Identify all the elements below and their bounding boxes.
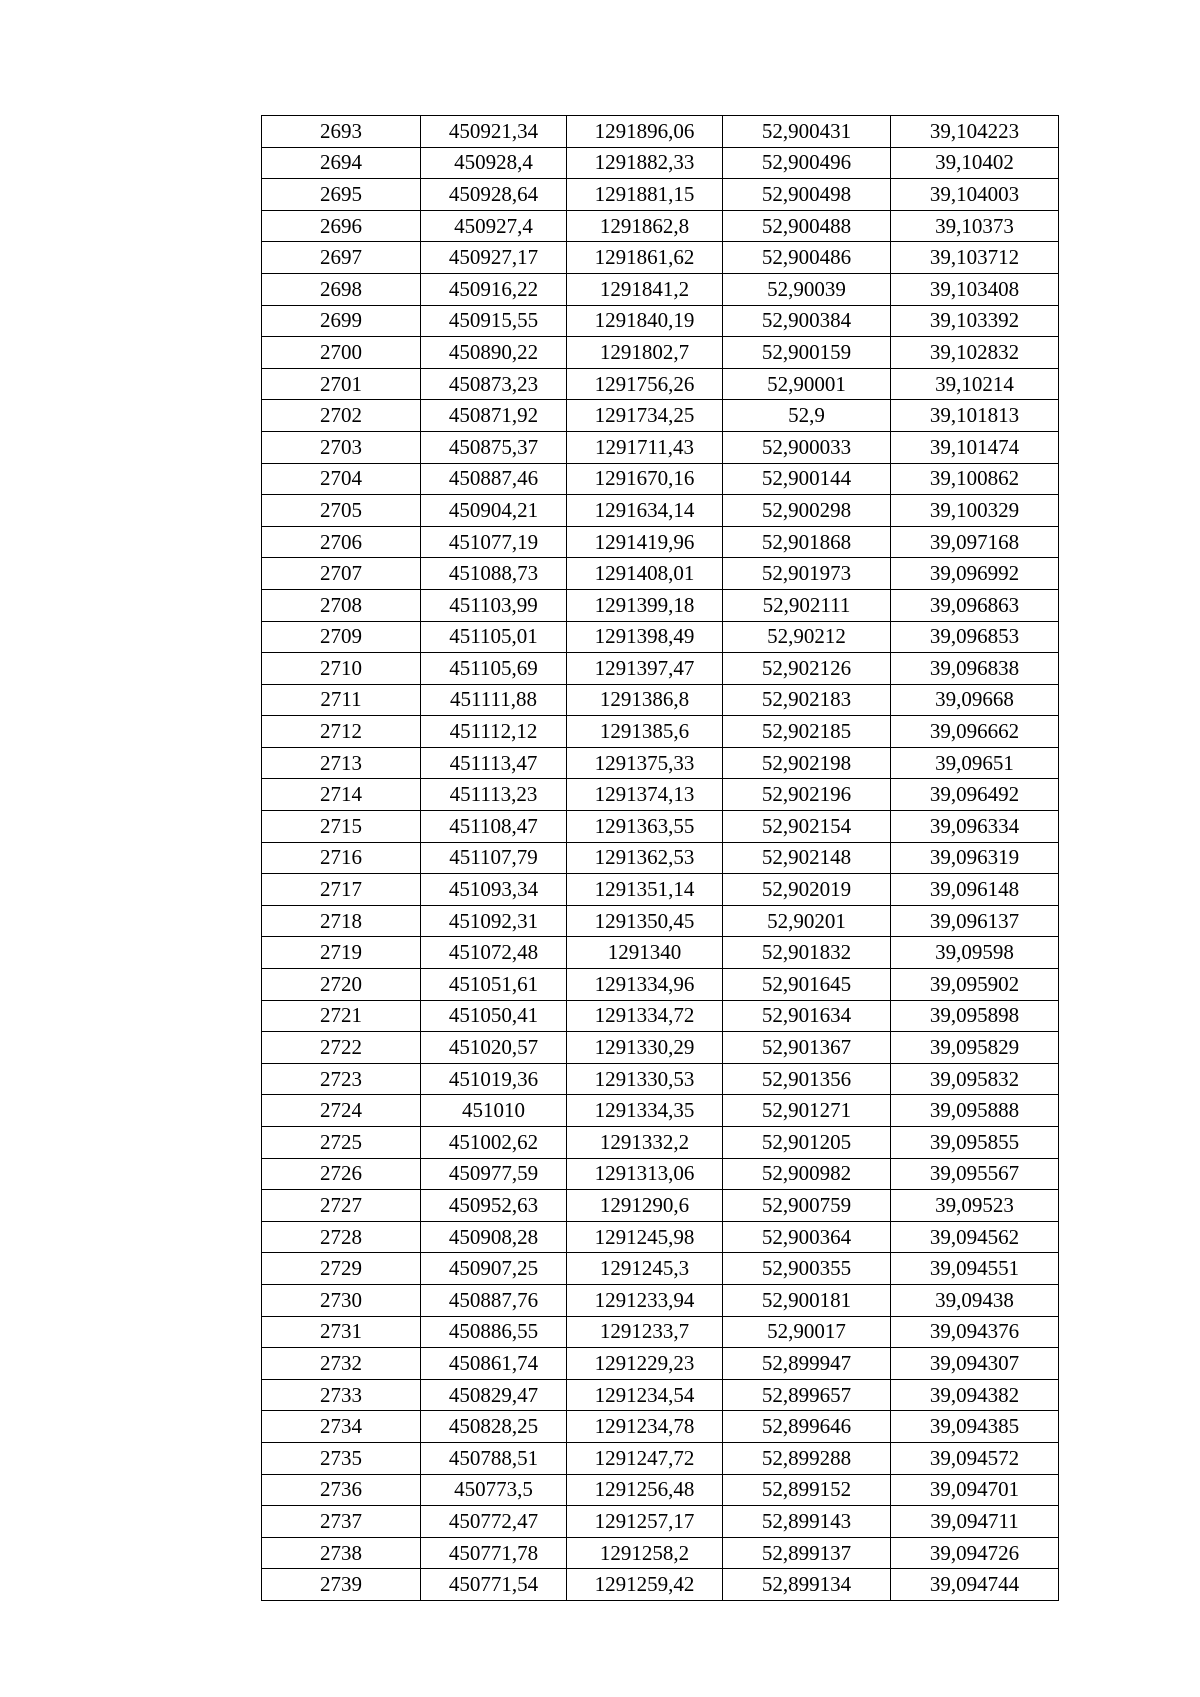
point-number-cell: 2705	[262, 495, 421, 527]
x-coordinate-cell: 450928,4	[421, 147, 567, 179]
point-number-cell: 2727	[262, 1190, 421, 1222]
point-number-cell: 2717	[262, 874, 421, 906]
point-number-cell: 2738	[262, 1537, 421, 1569]
x-coordinate-cell: 450771,78	[421, 1537, 567, 1569]
x-coordinate-cell: 450915,55	[421, 305, 567, 337]
table-row	[262, 1379, 1059, 1411]
x-coordinate-cell: 451092,31	[421, 905, 567, 937]
point-number-cell: 2725	[262, 1127, 421, 1159]
x-coordinate-cell: 451072,48	[421, 937, 567, 969]
latitude-cell: 52,900498	[723, 179, 891, 211]
longitude-cell: 39,09438	[891, 1284, 1059, 1316]
y-coordinate-cell: 1291340	[567, 937, 723, 969]
x-coordinate-cell: 451111,88	[421, 684, 567, 716]
point-number-cell: 2714	[262, 779, 421, 811]
x-coordinate-cell: 450828,25	[421, 1411, 567, 1443]
y-coordinate-cell: 1291756,26	[567, 368, 723, 400]
y-coordinate-cell: 1291397,47	[567, 653, 723, 685]
longitude-cell: 39,095898	[891, 1000, 1059, 1032]
x-coordinate-cell: 451020,57	[421, 1032, 567, 1064]
table-row	[262, 431, 1059, 463]
latitude-cell: 52,900982	[723, 1158, 891, 1190]
table-row	[262, 495, 1059, 527]
latitude-cell: 52,899134	[723, 1569, 891, 1601]
x-coordinate-cell: 450977,59	[421, 1158, 567, 1190]
y-coordinate-cell: 1291419,96	[567, 526, 723, 558]
x-coordinate-cell: 450890,22	[421, 337, 567, 369]
table-row	[262, 969, 1059, 1001]
point-number-cell: 2716	[262, 842, 421, 874]
x-coordinate-cell: 450886,55	[421, 1316, 567, 1348]
y-coordinate-cell: 1291861,62	[567, 242, 723, 274]
x-coordinate-cell: 450952,63	[421, 1190, 567, 1222]
longitude-cell: 39,094726	[891, 1537, 1059, 1569]
latitude-cell: 52,900159	[723, 337, 891, 369]
longitude-cell: 39,10373	[891, 210, 1059, 242]
latitude-cell: 52,90017	[723, 1316, 891, 1348]
latitude-cell: 52,900033	[723, 431, 891, 463]
x-coordinate-cell: 450772,47	[421, 1506, 567, 1538]
longitude-cell: 39,094744	[891, 1569, 1059, 1601]
longitude-cell: 39,095888	[891, 1095, 1059, 1127]
latitude-cell: 52,900298	[723, 495, 891, 527]
point-number-cell: 2723	[262, 1063, 421, 1095]
longitude-cell: 39,096334	[891, 811, 1059, 843]
point-number-cell: 2708	[262, 589, 421, 621]
longitude-cell: 39,094572	[891, 1442, 1059, 1474]
table-row	[262, 1537, 1059, 1569]
table-row	[262, 811, 1059, 843]
x-coordinate-cell: 451108,47	[421, 811, 567, 843]
table-row	[262, 842, 1059, 874]
y-coordinate-cell: 1291234,78	[567, 1411, 723, 1443]
longitude-cell: 39,095567	[891, 1158, 1059, 1190]
y-coordinate-cell: 1291385,6	[567, 716, 723, 748]
y-coordinate-cell: 1291229,23	[567, 1348, 723, 1380]
longitude-cell: 39,096137	[891, 905, 1059, 937]
x-coordinate-cell: 450829,47	[421, 1379, 567, 1411]
y-coordinate-cell: 1291896,06	[567, 116, 723, 148]
coordinates-table-body	[262, 116, 1059, 1601]
y-coordinate-cell: 1291734,25	[567, 400, 723, 432]
latitude-cell: 52,900181	[723, 1284, 891, 1316]
longitude-cell: 39,096992	[891, 558, 1059, 590]
x-coordinate-cell: 450908,28	[421, 1221, 567, 1253]
table-row	[262, 1095, 1059, 1127]
table-row	[262, 1000, 1059, 1032]
table-row	[262, 147, 1059, 179]
x-coordinate-cell: 450861,74	[421, 1348, 567, 1380]
point-number-cell: 2702	[262, 400, 421, 432]
latitude-cell: 52,9	[723, 400, 891, 432]
table-row	[262, 1284, 1059, 1316]
point-number-cell: 2721	[262, 1000, 421, 1032]
y-coordinate-cell: 1291408,01	[567, 558, 723, 590]
y-coordinate-cell: 1291802,7	[567, 337, 723, 369]
y-coordinate-cell: 1291330,29	[567, 1032, 723, 1064]
x-coordinate-cell: 451105,69	[421, 653, 567, 685]
y-coordinate-cell: 1291362,53	[567, 842, 723, 874]
point-number-cell: 2715	[262, 811, 421, 843]
x-coordinate-cell: 450887,46	[421, 463, 567, 495]
point-number-cell: 2734	[262, 1411, 421, 1443]
longitude-cell: 39,094562	[891, 1221, 1059, 1253]
point-number-cell: 2704	[262, 463, 421, 495]
point-number-cell: 2718	[262, 905, 421, 937]
y-coordinate-cell: 1291245,98	[567, 1221, 723, 1253]
y-coordinate-cell: 1291386,8	[567, 684, 723, 716]
longitude-cell: 39,101474	[891, 431, 1059, 463]
point-number-cell: 2696	[262, 210, 421, 242]
latitude-cell: 52,901973	[723, 558, 891, 590]
point-number-cell: 2697	[262, 242, 421, 274]
x-coordinate-cell: 451088,73	[421, 558, 567, 590]
y-coordinate-cell: 1291234,54	[567, 1379, 723, 1411]
latitude-cell: 52,902148	[723, 842, 891, 874]
point-number-cell: 2699	[262, 305, 421, 337]
longitude-cell: 39,104223	[891, 116, 1059, 148]
x-coordinate-cell: 451113,23	[421, 779, 567, 811]
latitude-cell: 52,901832	[723, 937, 891, 969]
latitude-cell: 52,901645	[723, 969, 891, 1001]
table-row	[262, 368, 1059, 400]
latitude-cell: 52,90201	[723, 905, 891, 937]
x-coordinate-cell: 451105,01	[421, 621, 567, 653]
y-coordinate-cell: 1291330,53	[567, 1063, 723, 1095]
longitude-cell: 39,097168	[891, 526, 1059, 558]
x-coordinate-cell: 450788,51	[421, 1442, 567, 1474]
x-coordinate-cell: 450904,21	[421, 495, 567, 527]
latitude-cell: 52,900486	[723, 242, 891, 274]
x-coordinate-cell: 450928,64	[421, 179, 567, 211]
longitude-cell: 39,096853	[891, 621, 1059, 653]
table-row	[262, 716, 1059, 748]
latitude-cell: 52,899143	[723, 1506, 891, 1538]
table-row	[262, 905, 1059, 937]
table-row	[262, 1032, 1059, 1064]
y-coordinate-cell: 1291363,55	[567, 811, 723, 843]
table-row	[262, 400, 1059, 432]
longitude-cell: 39,095855	[891, 1127, 1059, 1159]
table-row	[262, 1063, 1059, 1095]
table-row	[262, 621, 1059, 653]
point-number-cell: 2719	[262, 937, 421, 969]
longitude-cell: 39,096148	[891, 874, 1059, 906]
longitude-cell: 39,102832	[891, 337, 1059, 369]
point-number-cell: 2728	[262, 1221, 421, 1253]
longitude-cell: 39,095832	[891, 1063, 1059, 1095]
latitude-cell: 52,90039	[723, 273, 891, 305]
y-coordinate-cell: 1291334,96	[567, 969, 723, 1001]
y-coordinate-cell: 1291258,2	[567, 1537, 723, 1569]
x-coordinate-cell: 450771,54	[421, 1569, 567, 1601]
y-coordinate-cell: 1291399,18	[567, 589, 723, 621]
latitude-cell: 52,899657	[723, 1379, 891, 1411]
table-row	[262, 1348, 1059, 1380]
longitude-cell: 39,104003	[891, 179, 1059, 211]
longitude-cell: 39,094385	[891, 1411, 1059, 1443]
table-row	[262, 558, 1059, 590]
longitude-cell: 39,10214	[891, 368, 1059, 400]
x-coordinate-cell: 451113,47	[421, 747, 567, 779]
point-number-cell: 2720	[262, 969, 421, 1001]
table-row	[262, 1316, 1059, 1348]
latitude-cell: 52,900364	[723, 1221, 891, 1253]
latitude-cell: 52,900431	[723, 116, 891, 148]
table-row	[262, 1221, 1059, 1253]
y-coordinate-cell: 1291841,2	[567, 273, 723, 305]
x-coordinate-cell: 451051,61	[421, 969, 567, 1001]
longitude-cell: 39,101813	[891, 400, 1059, 432]
y-coordinate-cell: 1291334,72	[567, 1000, 723, 1032]
point-number-cell: 2712	[262, 716, 421, 748]
point-number-cell: 2726	[262, 1158, 421, 1190]
table-row	[262, 937, 1059, 969]
longitude-cell: 39,09523	[891, 1190, 1059, 1222]
y-coordinate-cell: 1291840,19	[567, 305, 723, 337]
point-number-cell: 2700	[262, 337, 421, 369]
point-number-cell: 2707	[262, 558, 421, 590]
table-row	[262, 779, 1059, 811]
y-coordinate-cell: 1291350,45	[567, 905, 723, 937]
longitude-cell: 39,096319	[891, 842, 1059, 874]
longitude-cell: 39,094307	[891, 1348, 1059, 1380]
y-coordinate-cell: 1291882,33	[567, 147, 723, 179]
latitude-cell: 52,901634	[723, 1000, 891, 1032]
y-coordinate-cell: 1291233,94	[567, 1284, 723, 1316]
point-number-cell: 2729	[262, 1253, 421, 1285]
longitude-cell: 39,094711	[891, 1506, 1059, 1538]
table-row	[262, 1158, 1059, 1190]
latitude-cell: 52,901367	[723, 1032, 891, 1064]
latitude-cell: 52,899947	[723, 1348, 891, 1380]
x-coordinate-cell: 451107,79	[421, 842, 567, 874]
table-row	[262, 747, 1059, 779]
y-coordinate-cell: 1291259,42	[567, 1569, 723, 1601]
y-coordinate-cell: 1291233,7	[567, 1316, 723, 1348]
latitude-cell: 52,900355	[723, 1253, 891, 1285]
point-number-cell: 2735	[262, 1442, 421, 1474]
longitude-cell: 39,103408	[891, 273, 1059, 305]
y-coordinate-cell: 1291862,8	[567, 210, 723, 242]
table-row	[262, 273, 1059, 305]
point-number-cell: 2724	[262, 1095, 421, 1127]
x-coordinate-cell: 450773,5	[421, 1474, 567, 1506]
longitude-cell: 39,095829	[891, 1032, 1059, 1064]
longitude-cell: 39,096492	[891, 779, 1059, 811]
table-row	[262, 1442, 1059, 1474]
y-coordinate-cell: 1291881,15	[567, 179, 723, 211]
longitude-cell: 39,100329	[891, 495, 1059, 527]
longitude-cell: 39,10402	[891, 147, 1059, 179]
point-number-cell: 2710	[262, 653, 421, 685]
y-coordinate-cell: 1291375,33	[567, 747, 723, 779]
x-coordinate-cell: 451050,41	[421, 1000, 567, 1032]
y-coordinate-cell: 1291334,35	[567, 1095, 723, 1127]
point-number-cell: 2736	[262, 1474, 421, 1506]
y-coordinate-cell: 1291634,14	[567, 495, 723, 527]
y-coordinate-cell: 1291374,13	[567, 779, 723, 811]
table-row	[262, 1411, 1059, 1443]
x-coordinate-cell: 450907,25	[421, 1253, 567, 1285]
x-coordinate-cell: 450916,22	[421, 273, 567, 305]
y-coordinate-cell: 1291257,17	[567, 1506, 723, 1538]
latitude-cell: 52,901868	[723, 526, 891, 558]
longitude-cell: 39,096662	[891, 716, 1059, 748]
longitude-cell: 39,09598	[891, 937, 1059, 969]
table-row	[262, 1506, 1059, 1538]
point-number-cell: 2709	[262, 621, 421, 653]
y-coordinate-cell: 1291290,6	[567, 1190, 723, 1222]
table-row	[262, 179, 1059, 211]
longitude-cell: 39,094551	[891, 1253, 1059, 1285]
longitude-cell: 39,094382	[891, 1379, 1059, 1411]
y-coordinate-cell: 1291332,2	[567, 1127, 723, 1159]
x-coordinate-cell: 451019,36	[421, 1063, 567, 1095]
longitude-cell: 39,09651	[891, 747, 1059, 779]
latitude-cell: 52,902111	[723, 589, 891, 621]
table-row	[262, 116, 1059, 148]
x-coordinate-cell: 451093,34	[421, 874, 567, 906]
latitude-cell: 52,902154	[723, 811, 891, 843]
table-row	[262, 210, 1059, 242]
latitude-cell: 52,901356	[723, 1063, 891, 1095]
point-number-cell: 2713	[262, 747, 421, 779]
latitude-cell: 52,901205	[723, 1127, 891, 1159]
point-number-cell: 2731	[262, 1316, 421, 1348]
table-row	[262, 463, 1059, 495]
latitude-cell: 52,900759	[723, 1190, 891, 1222]
point-number-cell: 2711	[262, 684, 421, 716]
longitude-cell: 39,095902	[891, 969, 1059, 1001]
table-row	[262, 526, 1059, 558]
latitude-cell: 52,900496	[723, 147, 891, 179]
table-row	[262, 684, 1059, 716]
y-coordinate-cell: 1291670,16	[567, 463, 723, 495]
latitude-cell: 52,901271	[723, 1095, 891, 1127]
x-coordinate-cell: 451103,99	[421, 589, 567, 621]
x-coordinate-cell: 450871,92	[421, 400, 567, 432]
latitude-cell: 52,902019	[723, 874, 891, 906]
x-coordinate-cell: 450927,17	[421, 242, 567, 274]
table-row	[262, 305, 1059, 337]
x-coordinate-cell: 450921,34	[421, 116, 567, 148]
coordinates-table	[261, 115, 1059, 1601]
table-row	[262, 874, 1059, 906]
x-coordinate-cell: 451077,19	[421, 526, 567, 558]
point-number-cell: 2695	[262, 179, 421, 211]
table-row	[262, 242, 1059, 274]
point-number-cell: 2722	[262, 1032, 421, 1064]
latitude-cell: 52,900488	[723, 210, 891, 242]
latitude-cell: 52,899646	[723, 1411, 891, 1443]
x-coordinate-cell: 450875,37	[421, 431, 567, 463]
x-coordinate-cell: 450927,4	[421, 210, 567, 242]
longitude-cell: 39,096838	[891, 653, 1059, 685]
longitude-cell: 39,094701	[891, 1474, 1059, 1506]
point-number-cell: 2703	[262, 431, 421, 463]
longitude-cell: 39,09668	[891, 684, 1059, 716]
latitude-cell: 52,900384	[723, 305, 891, 337]
latitude-cell: 52,90212	[723, 621, 891, 653]
longitude-cell: 39,094376	[891, 1316, 1059, 1348]
latitude-cell: 52,902196	[723, 779, 891, 811]
table-row	[262, 337, 1059, 369]
x-coordinate-cell: 451010	[421, 1095, 567, 1127]
longitude-cell: 39,096863	[891, 589, 1059, 621]
point-number-cell: 2737	[262, 1506, 421, 1538]
point-number-cell: 2693	[262, 116, 421, 148]
y-coordinate-cell: 1291351,14	[567, 874, 723, 906]
longitude-cell: 39,100862	[891, 463, 1059, 495]
x-coordinate-cell: 450887,76	[421, 1284, 567, 1316]
latitude-cell: 52,899137	[723, 1537, 891, 1569]
table-row	[262, 1569, 1059, 1601]
point-number-cell: 2706	[262, 526, 421, 558]
longitude-cell: 39,103392	[891, 305, 1059, 337]
latitude-cell: 52,899152	[723, 1474, 891, 1506]
table-row	[262, 1190, 1059, 1222]
y-coordinate-cell: 1291313,06	[567, 1158, 723, 1190]
point-number-cell: 2694	[262, 147, 421, 179]
point-number-cell: 2730	[262, 1284, 421, 1316]
point-number-cell: 2701	[262, 368, 421, 400]
latitude-cell: 52,902126	[723, 653, 891, 685]
point-number-cell: 2739	[262, 1569, 421, 1601]
table-row	[262, 653, 1059, 685]
point-number-cell: 2733	[262, 1379, 421, 1411]
table-row	[262, 589, 1059, 621]
longitude-cell: 39,103712	[891, 242, 1059, 274]
point-number-cell: 2732	[262, 1348, 421, 1380]
y-coordinate-cell: 1291398,49	[567, 621, 723, 653]
table-row	[262, 1253, 1059, 1285]
y-coordinate-cell: 1291247,72	[567, 1442, 723, 1474]
y-coordinate-cell: 1291256,48	[567, 1474, 723, 1506]
table-row	[262, 1474, 1059, 1506]
latitude-cell: 52,902198	[723, 747, 891, 779]
latitude-cell: 52,90001	[723, 368, 891, 400]
latitude-cell: 52,902185	[723, 716, 891, 748]
point-number-cell: 2698	[262, 273, 421, 305]
x-coordinate-cell: 451112,12	[421, 716, 567, 748]
table-row	[262, 1127, 1059, 1159]
latitude-cell: 52,902183	[723, 684, 891, 716]
x-coordinate-cell: 451002,62	[421, 1127, 567, 1159]
latitude-cell: 52,899288	[723, 1442, 891, 1474]
x-coordinate-cell: 450873,23	[421, 368, 567, 400]
y-coordinate-cell: 1291711,43	[567, 431, 723, 463]
latitude-cell: 52,900144	[723, 463, 891, 495]
y-coordinate-cell: 1291245,3	[567, 1253, 723, 1285]
